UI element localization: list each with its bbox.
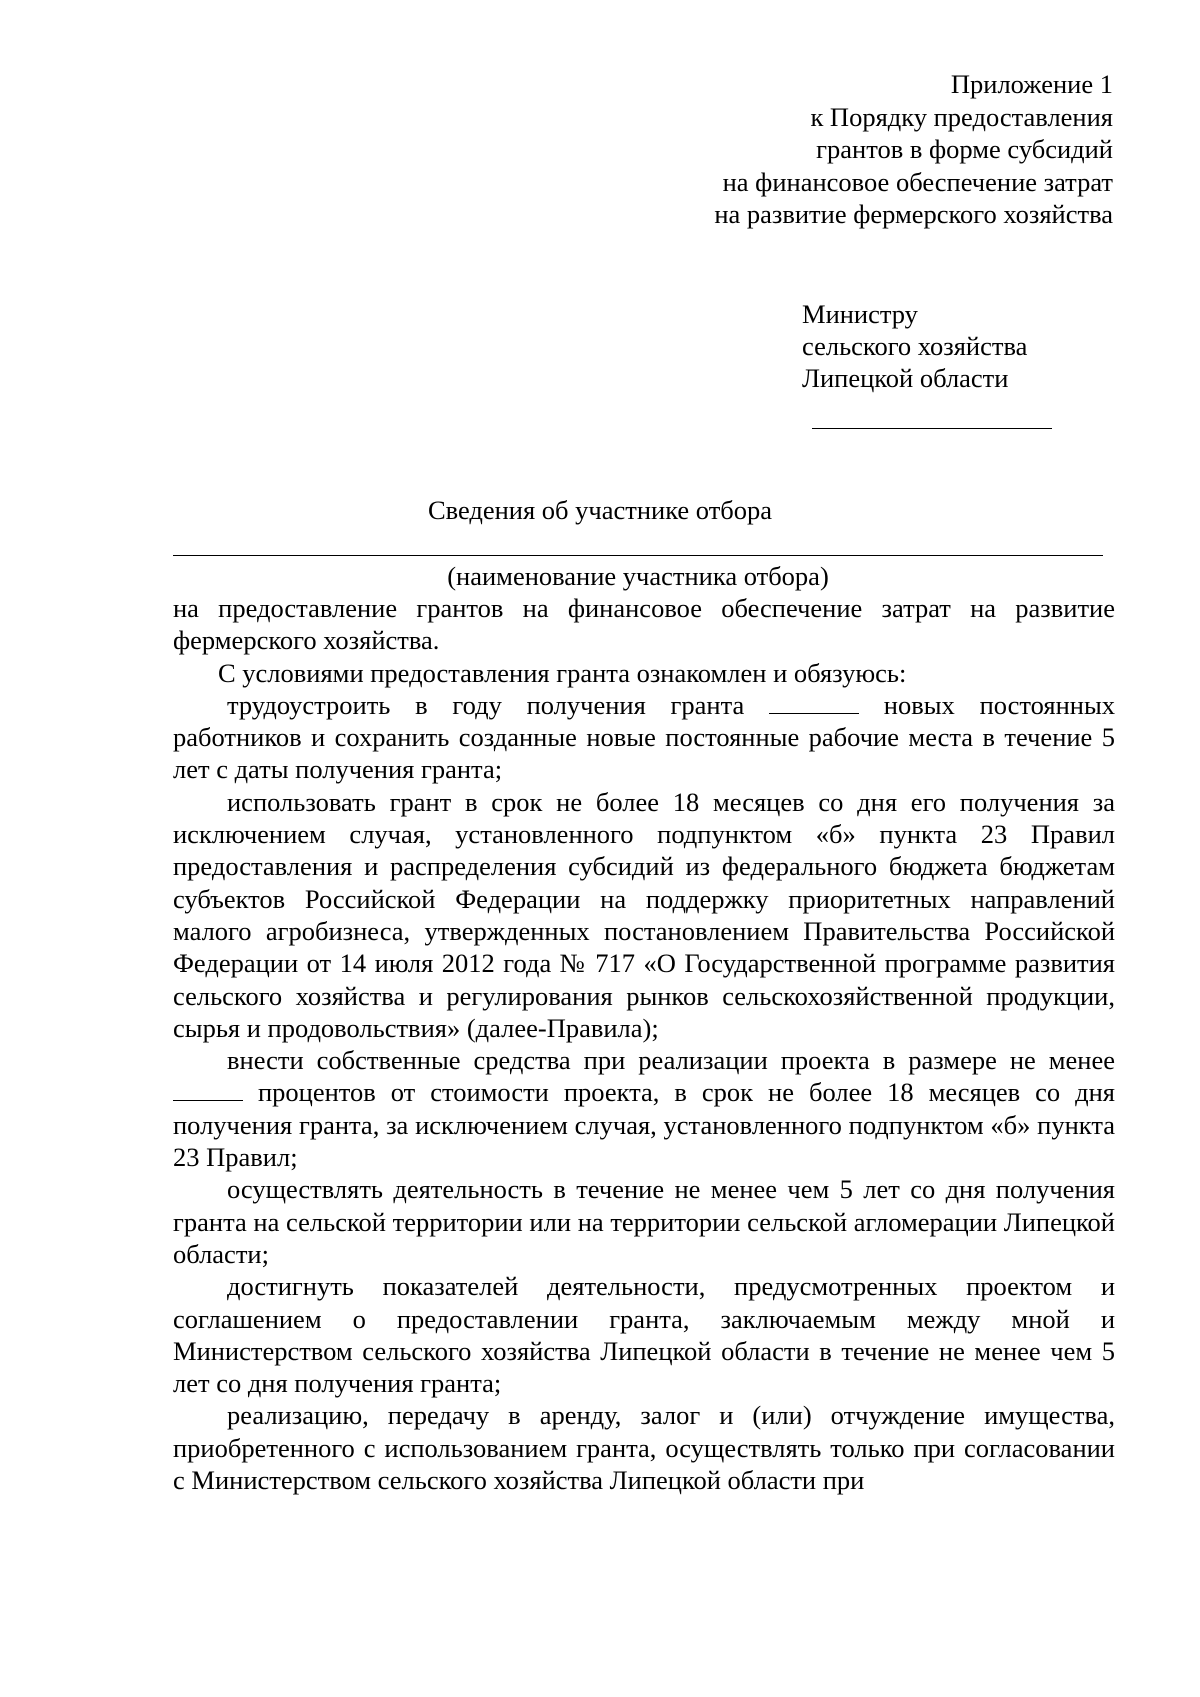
paragraph: использовать грант в срок не более 18 месяцев со дня его получения за исключением случая, установленного подпунктом «б» пункта 23 Правил предоставления и распределения субсидий из федерального бюджета бюджетам субъектов Российской Федерации на поддержку приоритетных направлений малого агробизнеса, утвержденных постановлением Правительства Российской Федерации от 14 июля 2012 года № 717 «О Государственной программе развития сельского хозяйства и регулирования рынков сельскохозяйственной продукции, сырья и продовольствия» (далее-Правила); [173, 786, 1115, 1043]
recipient-line: Липецкой области [802, 363, 1009, 393]
recipient-block [802, 298, 1027, 394]
recipient-line: сельского хозяйства [802, 331, 1028, 361]
workers-count-blank[interactable] [769, 691, 859, 714]
document-title: Сведения об участнике отбора [427, 495, 773, 525]
paragraph: осуществлять деятельность в течение не менее чем 5 лет со дня получения гранта на сельской территории или на территории сельской агломерации Липецкой области; [173, 1174, 1115, 1269]
paragraph-text: процентов от стоимости проекта, в срок не более 18 месяцев со дня получения гранта, за исключением случая, установленного подпунктом «б» пункта 23 Правил; [173, 1077, 1115, 1173]
participant-name-blank[interactable] [173, 555, 1103, 556]
recipient-name-blank[interactable] [812, 428, 1052, 429]
appendix-header [714, 68, 1113, 231]
appendix-line: грантов в форме субсидий [816, 134, 1113, 164]
paragraph [173, 1044, 1115, 1173]
paragraph-text: новых постоянных работников и сохранить созданные новые постоянные рабочие места в течение 5 лет с даты получения гранта; [173, 689, 1116, 785]
paragraph-text: трудоустроить в году получения гранта [227, 689, 770, 720]
appendix-line: к Порядку предоставления [810, 101, 1113, 132]
recipient-line: Министру [802, 299, 918, 329]
participant-name-caption: (наименование участника отбора) [447, 561, 829, 591]
paragraph: С условиями предоставления гранта ознакомлен и обязуюсь: [218, 657, 907, 688]
percent-blank[interactable] [173, 1078, 243, 1101]
paragraph: достигнуть показателей деятельности, предусмотренных проектом и соглашением о предоставлении гранта, заключаемым между мной и Министерством сельского хозяйства Липецкой области в течение не менее чем 5 лет со дня получения гранта; [173, 1271, 1115, 1399]
paragraph: реализацию, передачу в аренду, залог и (или) отчуждение имущества, приобретенного с использованием гранта, осуществлять только при согласовании с Министерством сельского хозяйства Липецкой области при [173, 1400, 1115, 1496]
appendix-line: на финансовое обеспечение затрат [722, 166, 1113, 197]
paragraph [173, 689, 1115, 786]
appendix-line: на развитие фермерского хозяйства [714, 199, 1113, 229]
appendix-line: Приложение 1 [950, 69, 1113, 99]
paragraph: на предоставление грантов на финансовое обеспечение затрат на развитие фермерского хозяйства. [173, 593, 1115, 656]
document-body [173, 592, 1115, 1496]
paragraph-text: внести собственные средства при реализации проекта в размере не менее [227, 1045, 1115, 1076]
